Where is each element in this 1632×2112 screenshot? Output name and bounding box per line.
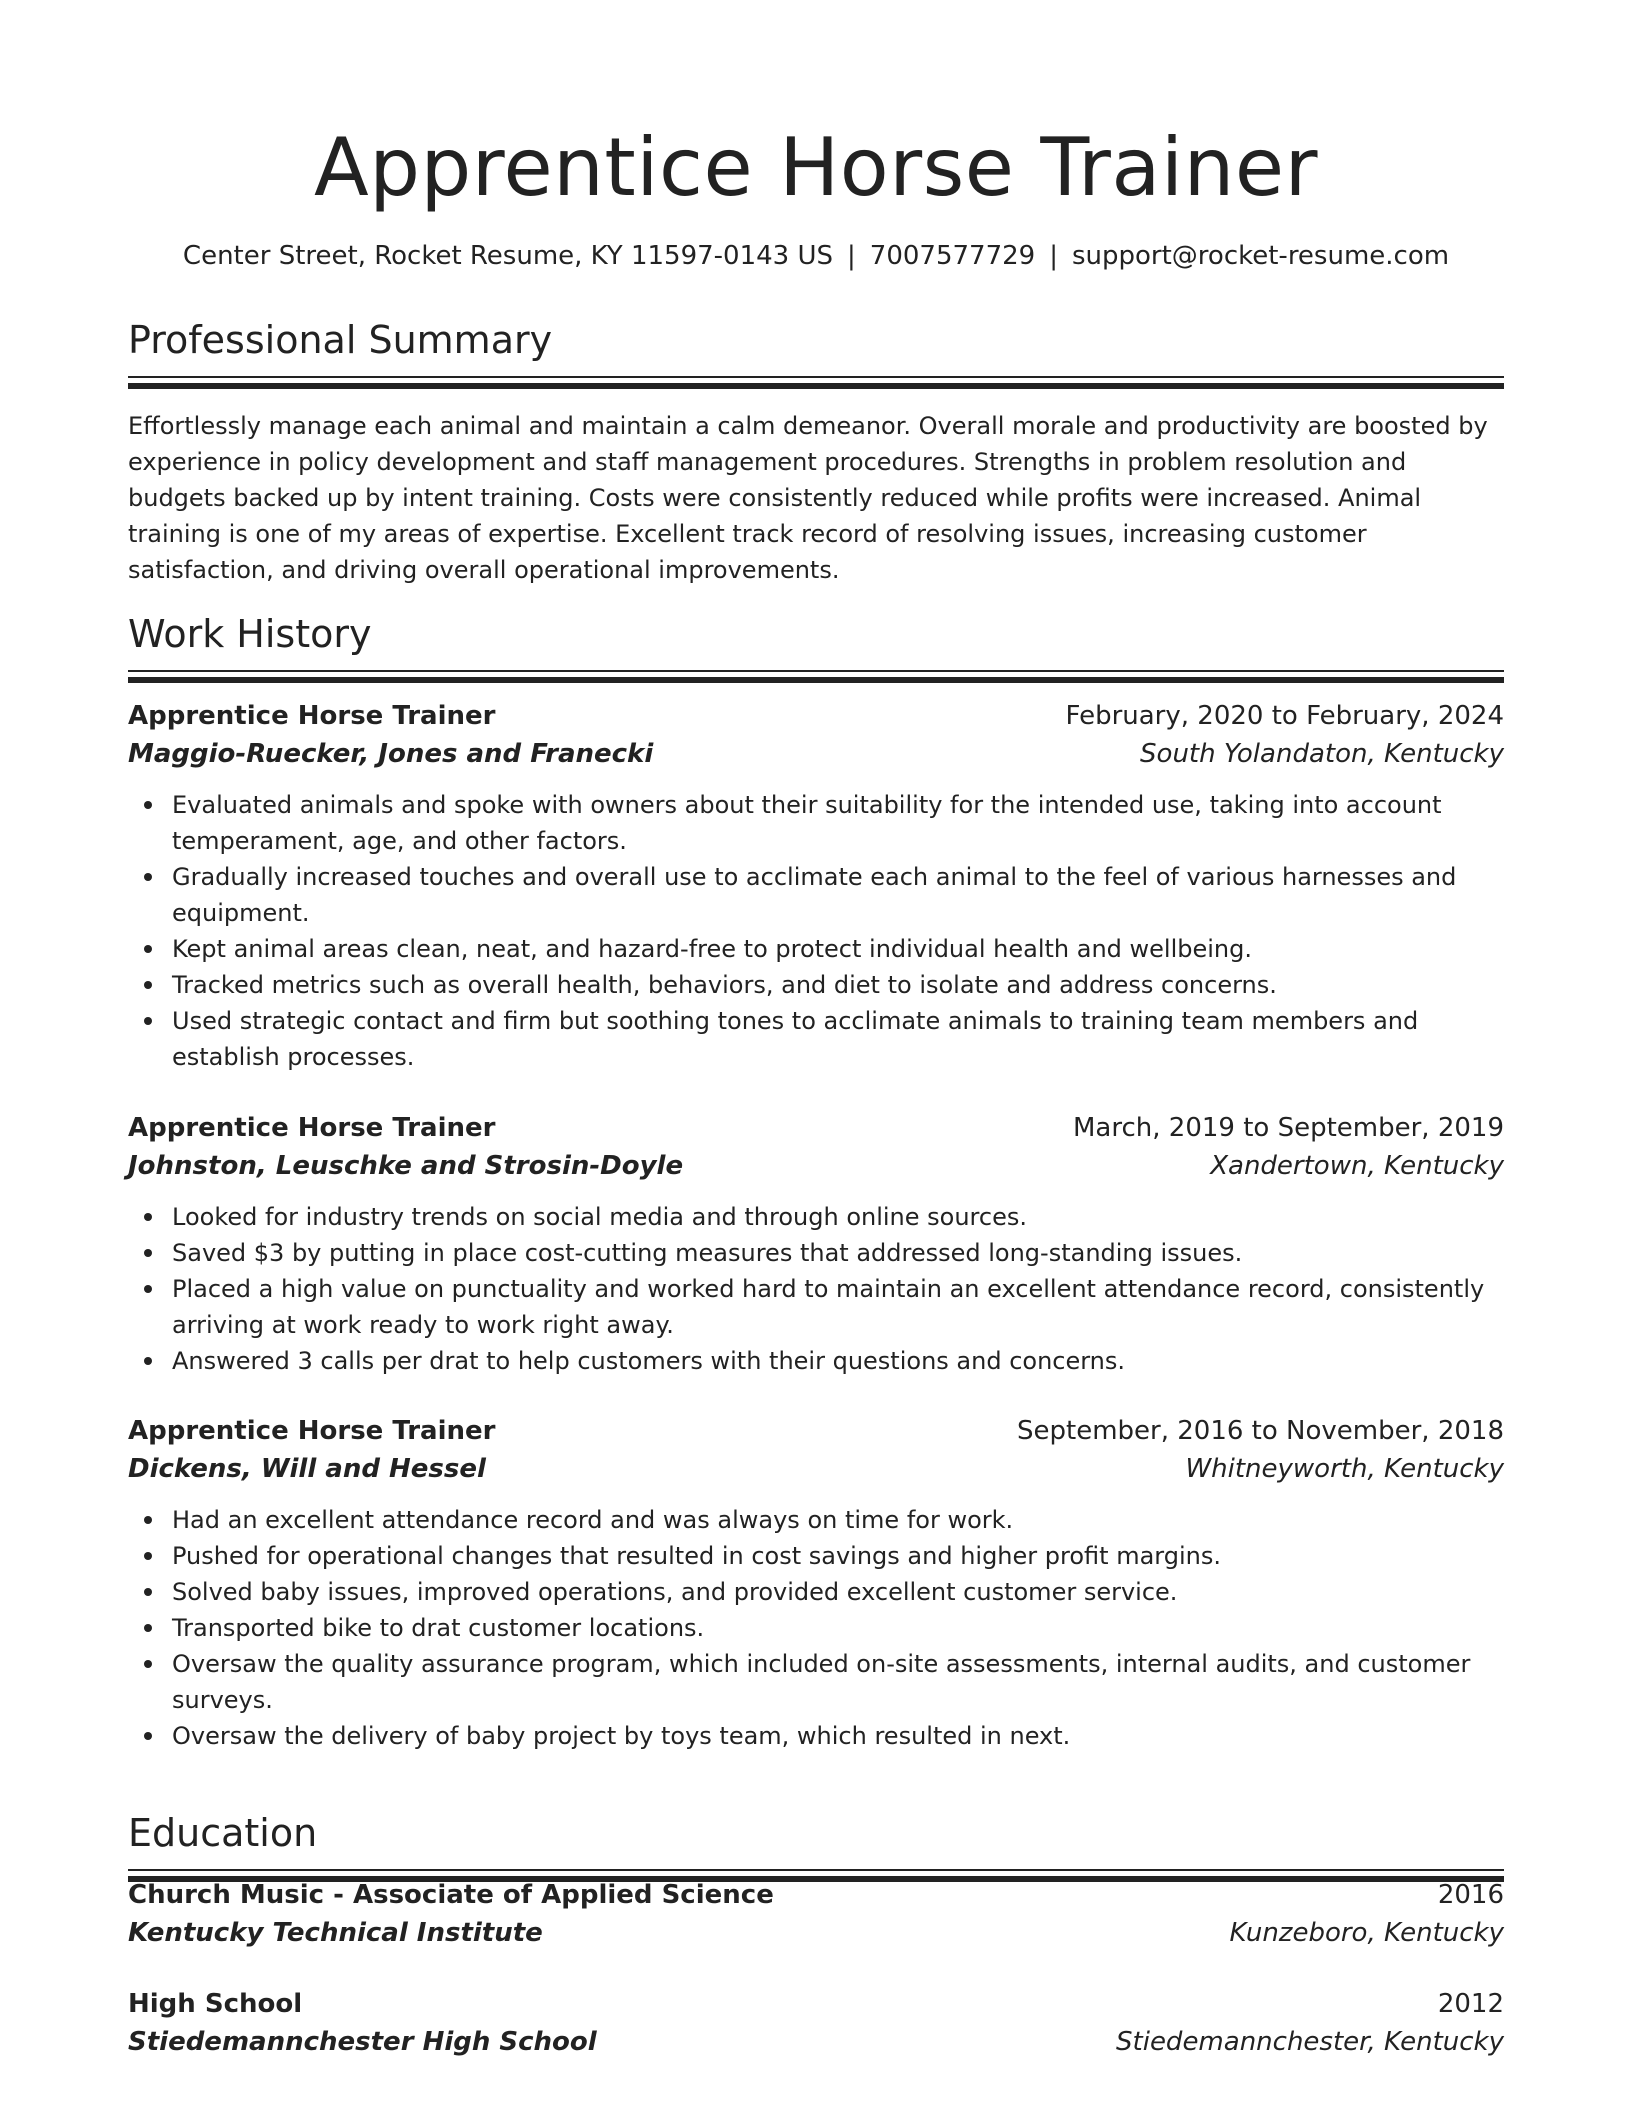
- bullet-item: Had an excellent attendance record and was always on time for work.: [128, 1502, 1504, 1538]
- bullet-item: Looked for industry trends on social media and through online sources.: [128, 1199, 1504, 1235]
- school-location: Kunzeboro, Kentucky: [1229, 1918, 1504, 1948]
- bullet-item: Oversaw the delivery of baby project by toys team, which resulted in next.: [128, 1718, 1504, 1754]
- job-title: Apprentice Horse Trainer: [128, 701, 496, 731]
- job-bullets: [128, 1199, 1504, 1379]
- job-dates: September, 2016 to November, 2018: [1017, 1416, 1504, 1446]
- work-history-section: [128, 610, 1504, 684]
- summary-text: Effortlessly manage each animal and maintain a calm demeanor. Overall morale and productivity are boosted by experience in policy development and staff management procedures. Strengths in problem resolution and budgets backed up by intent training. Costs were consistently reduced while profits were increased. Animal training is one of my areas of expertise. Excellent track record of resolving issues, increasing customer satisfaction, and driving overall operational improvements.: [128, 412, 1488, 584]
- education-section: [128, 1809, 1504, 1883]
- address: Center Street, Rocket Resume, KY 11597-0143 US: [182, 241, 834, 271]
- job-location: Whitneyworth, Kentucky: [1185, 1454, 1504, 1484]
- school-name: Stiedemannchester High School: [128, 2027, 597, 2057]
- phone: 7007577729: [869, 241, 1036, 271]
- bullet-item: Gradually increased touches and overall use to acclimate each animal to the feel of various harnesses and equipment.: [128, 859, 1504, 931]
- job-location: South Yolandaton, Kentucky: [1140, 739, 1504, 769]
- degree: High School: [128, 1989, 303, 2019]
- separator: |: [1049, 241, 1058, 271]
- degree: Church Music - Associate of Applied Science: [128, 1880, 774, 1910]
- job-entry: [128, 697, 1504, 1075]
- bullet-item: Used strategic contact and firm but soothing tones to acclimate animals to training team members and establish processes.: [128, 1003, 1504, 1075]
- job-bullets: [128, 1502, 1504, 1754]
- bullet-item: Evaluated animals and spoke with owners about their suitability for the intended use, taking into account temperament, age, and other factors.: [128, 787, 1504, 859]
- section-heading: Education: [128, 1811, 318, 1855]
- section-heading: Work History: [128, 612, 372, 656]
- school-name: Kentucky Technical Institute: [128, 1918, 543, 1948]
- bullet-item: Pushed for operational changes that resulted in cost savings and higher profit margins.: [128, 1538, 1504, 1574]
- bullet-item: Kept animal areas clean, neat, and hazard-free to protect individual health and wellbeing.: [128, 931, 1504, 967]
- company-name: Dickens, Will and Hessel: [128, 1454, 486, 1484]
- job-bullets: [128, 787, 1504, 1075]
- graduation-year: 2016: [1437, 1880, 1504, 1910]
- school-location: Stiedemannchester, Kentucky: [1116, 2027, 1504, 2057]
- job-dates: March, 2019 to September, 2019: [1073, 1113, 1504, 1143]
- email: support@rocket-resume.com: [1071, 241, 1450, 271]
- bullet-item: Placed a high value on punctuality and worked hard to maintain an excellent attendance record, consistently arriving at work ready to work right away.: [128, 1271, 1504, 1343]
- section-divider: [128, 376, 1504, 390]
- bullet-item: Oversaw the quality assurance program, which included on-site assessments, internal audits, and customer surveys.: [128, 1646, 1504, 1718]
- bullet-item: Solved baby issues, improved operations, and provided excellent customer service.: [128, 1574, 1504, 1610]
- contact-line: [128, 238, 1504, 274]
- candidate-name: Apprentice Horse Trainer: [314, 121, 1318, 214]
- graduation-year: 2012: [1437, 1989, 1504, 2019]
- job-location: Xandertown, Kentucky: [1210, 1151, 1504, 1181]
- summary-section: [128, 316, 1504, 588]
- job-title: Apprentice Horse Trainer: [128, 1113, 496, 1143]
- job-entry: [128, 1109, 1504, 1379]
- education-entry: [128, 1985, 1504, 2061]
- bullet-item: Transported bike to drat customer locations.: [128, 1610, 1504, 1646]
- company-name: Maggio-Ruecker, Jones and Franecki: [128, 739, 654, 769]
- company-name: Johnston, Leuschke and Strosin-Doyle: [128, 1151, 684, 1181]
- section-heading: Professional Summary: [128, 318, 553, 362]
- job-title: Apprentice Horse Trainer: [128, 1416, 496, 1446]
- bullet-item: Answered 3 calls per drat to help customers with their questions and concerns.: [128, 1343, 1504, 1379]
- bullet-item: Saved $3 by putting in place cost-cutting measures that addressed long-standing issues.: [128, 1235, 1504, 1271]
- education-entry: [128, 1876, 1504, 1952]
- section-divider: [128, 670, 1504, 684]
- job-entry: [128, 1412, 1504, 1754]
- bullet-item: Tracked metrics such as overall health, behaviors, and diet to isolate and address concerns.: [128, 967, 1504, 1003]
- separator: |: [847, 241, 856, 271]
- job-dates: February, 2020 to February, 2024: [1065, 701, 1504, 731]
